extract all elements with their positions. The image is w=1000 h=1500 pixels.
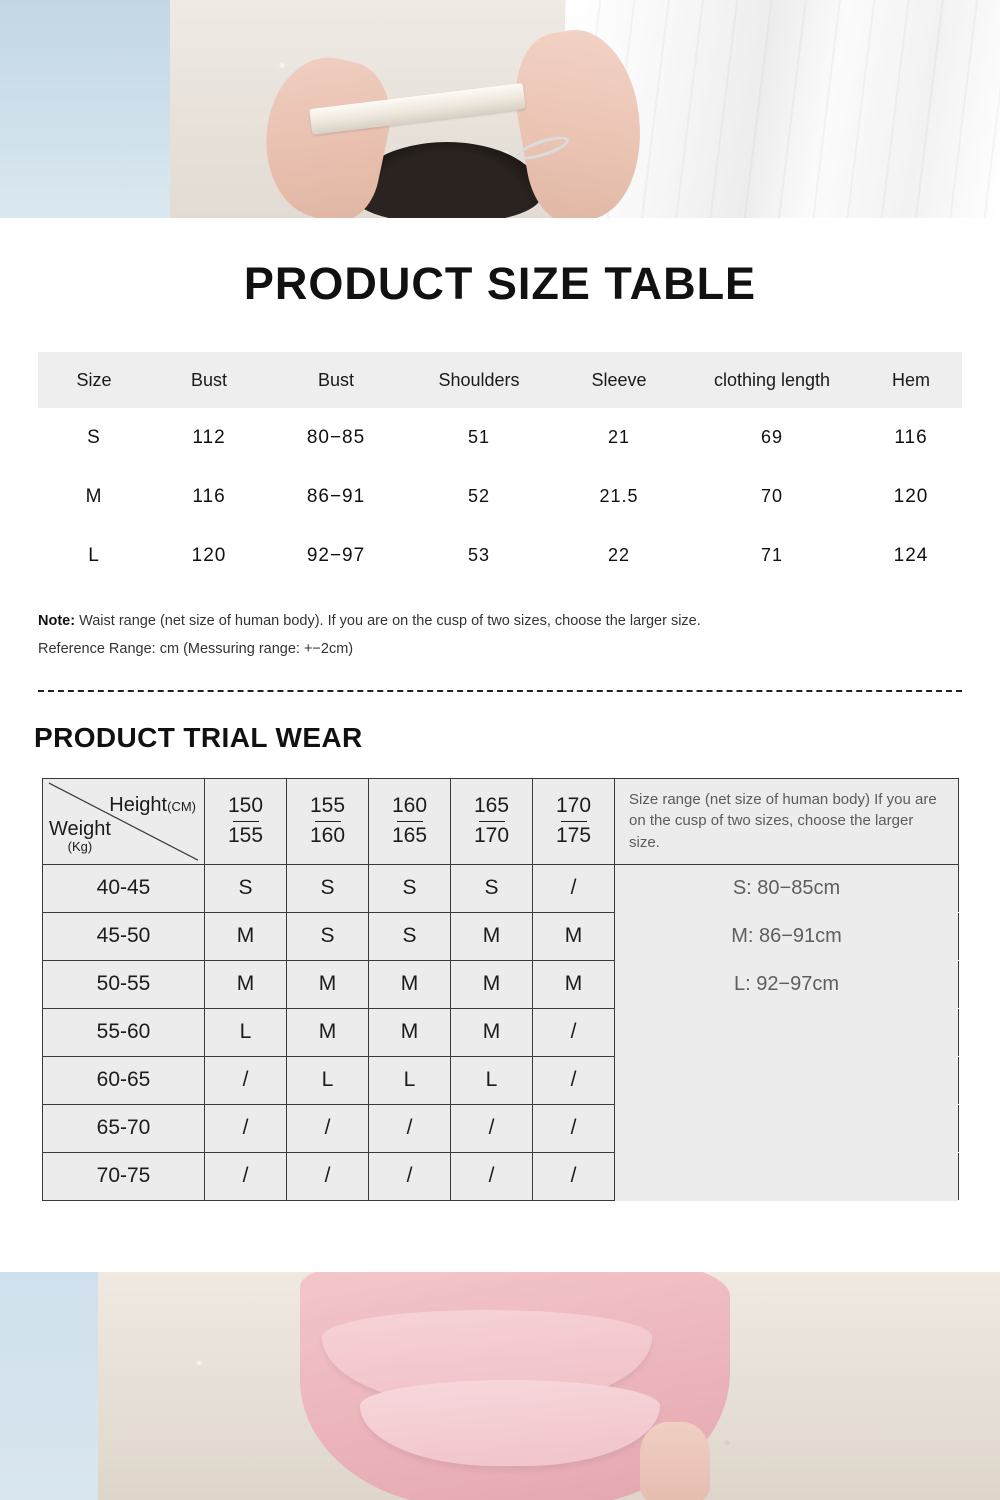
height-column-header: 155 160 — [287, 778, 369, 864]
size-recommendation-cell: / — [533, 1008, 615, 1056]
table-row — [38, 467, 962, 526]
size-cell: 69 — [760, 427, 784, 447]
size-cell: 53 — [467, 545, 491, 565]
size-cell: 86−91 — [306, 485, 366, 507]
size-recommendation-cell: M — [369, 960, 451, 1008]
size-range-filler — [615, 1008, 959, 1056]
height-column-header: 165 170 — [451, 778, 533, 864]
size-cell: 70 — [760, 486, 784, 506]
note-line-1 — [38, 607, 962, 635]
size-table-header-row — [38, 352, 962, 408]
height-column-header: 150 155 — [205, 778, 287, 864]
size-range-filler — [615, 1056, 959, 1104]
model-leg — [640, 1422, 710, 1500]
table-row — [43, 960, 959, 1008]
table-row — [43, 1056, 959, 1104]
size-recommendation-cell: / — [369, 1104, 451, 1152]
size-cell: 80−85 — [306, 426, 366, 448]
size-cell: 120 — [893, 485, 929, 507]
size-recommendation-cell: L — [287, 1056, 369, 1104]
size-range-filler — [615, 1104, 959, 1152]
size-header-size: Size — [38, 352, 150, 408]
size-cell: L — [88, 544, 100, 566]
size-recommendation-cell: S — [369, 864, 451, 912]
size-recommendation-cell: / — [533, 1104, 615, 1152]
size-header-clothing-length: clothing length — [684, 352, 860, 408]
size-recommendation-cell: M — [533, 960, 615, 1008]
weight-row-label: 65-70 — [43, 1104, 205, 1152]
size-recommendation-cell: / — [369, 1152, 451, 1200]
note-text-1: Waist range (net size of human body). If you are on the cusp of two sizes, choose the larger size. — [79, 613, 701, 629]
size-recommendation-cell: L — [451, 1056, 533, 1104]
size-range-filler — [615, 1152, 959, 1200]
table-row — [43, 1104, 959, 1152]
size-recommendation-cell: / — [533, 864, 615, 912]
trial-header-row — [43, 778, 959, 864]
size-recommendation-cell: L — [369, 1056, 451, 1104]
size-cell: 71 — [760, 545, 784, 565]
weight-row-label: 45-50 — [43, 912, 205, 960]
photo-background-sky-bottom — [0, 1272, 98, 1500]
size-range-s: S: 80−85cm — [615, 864, 959, 912]
table-row — [38, 408, 962, 467]
size-cell: 124 — [893, 544, 929, 566]
size-cell: S — [87, 426, 101, 448]
size-cell: 112 — [192, 426, 226, 448]
section-title-trial-wear: PRODUCT TRIAL WEAR — [34, 721, 363, 753]
size-cell: 116 — [894, 426, 928, 448]
size-recommendation-cell: / — [205, 1104, 287, 1152]
table-row — [43, 1152, 959, 1200]
size-header-hem: Hem — [860, 352, 962, 408]
size-recommendation-cell: M — [451, 912, 533, 960]
trial-wear-table-wrapper — [42, 778, 958, 1201]
size-recommendation-cell: M — [451, 960, 533, 1008]
size-recommendation-cell: S — [451, 864, 533, 912]
top-product-photo — [0, 0, 1000, 218]
note-line-2: Reference Range: cm (Messuring range: +−2cm) — [38, 641, 354, 658]
size-cell: 116 — [192, 485, 226, 507]
size-cell: 22 — [607, 545, 631, 565]
weight-row-label: 70-75 — [43, 1152, 205, 1200]
size-header-bust1: Bust — [150, 352, 268, 408]
weight-row-label: 55-60 — [43, 1008, 205, 1056]
size-cell: M — [85, 485, 103, 507]
size-range-l: L: 92−97cm — [615, 960, 959, 1008]
size-recommendation-cell: S — [287, 912, 369, 960]
axis-corner-cell — [43, 778, 205, 864]
table-row — [38, 526, 962, 585]
size-note — [38, 607, 962, 664]
size-recommendation-cell: S — [205, 864, 287, 912]
weight-row-label: 50-55 — [43, 960, 205, 1008]
size-recommendation-cell: / — [451, 1152, 533, 1200]
size-recommendation-cell: S — [369, 912, 451, 960]
page-title: PRODUCT SIZE TABLE — [243, 258, 757, 309]
size-recommendation-cell: / — [205, 1152, 287, 1200]
size-header-sleeve: Sleeve — [554, 352, 684, 408]
table-row — [43, 912, 959, 960]
table-row — [43, 864, 959, 912]
size-recommendation-cell: M — [205, 960, 287, 1008]
size-recommendation-cell: / — [287, 1104, 369, 1152]
weight-row-label: 40-45 — [43, 864, 205, 912]
section-divider — [38, 690, 962, 692]
size-recommendation-cell: / — [533, 1152, 615, 1200]
height-axis-label: Height(CM) — [109, 793, 196, 816]
content-area — [0, 218, 1000, 1272]
size-cell: 92−97 — [306, 544, 366, 566]
height-column-header: 170 175 — [533, 778, 615, 864]
size-recommendation-cell: / — [287, 1152, 369, 1200]
weight-axis-label: Weight (Kg) — [49, 818, 111, 855]
size-table — [38, 352, 962, 585]
note-label: Note: — [38, 613, 76, 629]
size-cell: 51 — [467, 427, 491, 447]
size-recommendation-cell: M — [205, 912, 287, 960]
photo-background-sky — [0, 0, 178, 218]
size-cell: 52 — [467, 486, 491, 506]
size-recommendation-cell: M — [451, 1008, 533, 1056]
trial-side-note: Size range (net size of human body) If you are on the cusp of two sizes, choose the larger size. — [615, 778, 959, 864]
size-recommendation-cell: M — [287, 960, 369, 1008]
table-row — [43, 1008, 959, 1056]
size-recommendation-cell: S — [287, 864, 369, 912]
size-recommendation-cell: M — [533, 912, 615, 960]
size-range-m: M: 86−91cm — [615, 912, 959, 960]
size-recommendation-cell: / — [205, 1056, 287, 1104]
size-cell: 21.5 — [599, 486, 639, 506]
size-recommendation-cell: M — [369, 1008, 451, 1056]
trial-wear-table — [42, 778, 959, 1201]
size-recommendation-cell: L — [205, 1008, 287, 1056]
bottom-product-photo — [0, 1272, 1000, 1500]
size-header-shoulders: Shoulders — [404, 352, 554, 408]
size-header-bust2: Bust — [268, 352, 404, 408]
height-column-header: 160 165 — [369, 778, 451, 864]
weight-row-label: 60-65 — [43, 1056, 205, 1104]
size-cell: 21 — [607, 427, 631, 447]
size-recommendation-cell: M — [287, 1008, 369, 1056]
size-recommendation-cell: / — [533, 1056, 615, 1104]
size-recommendation-cell: / — [451, 1104, 533, 1152]
size-cell: 120 — [191, 544, 227, 566]
